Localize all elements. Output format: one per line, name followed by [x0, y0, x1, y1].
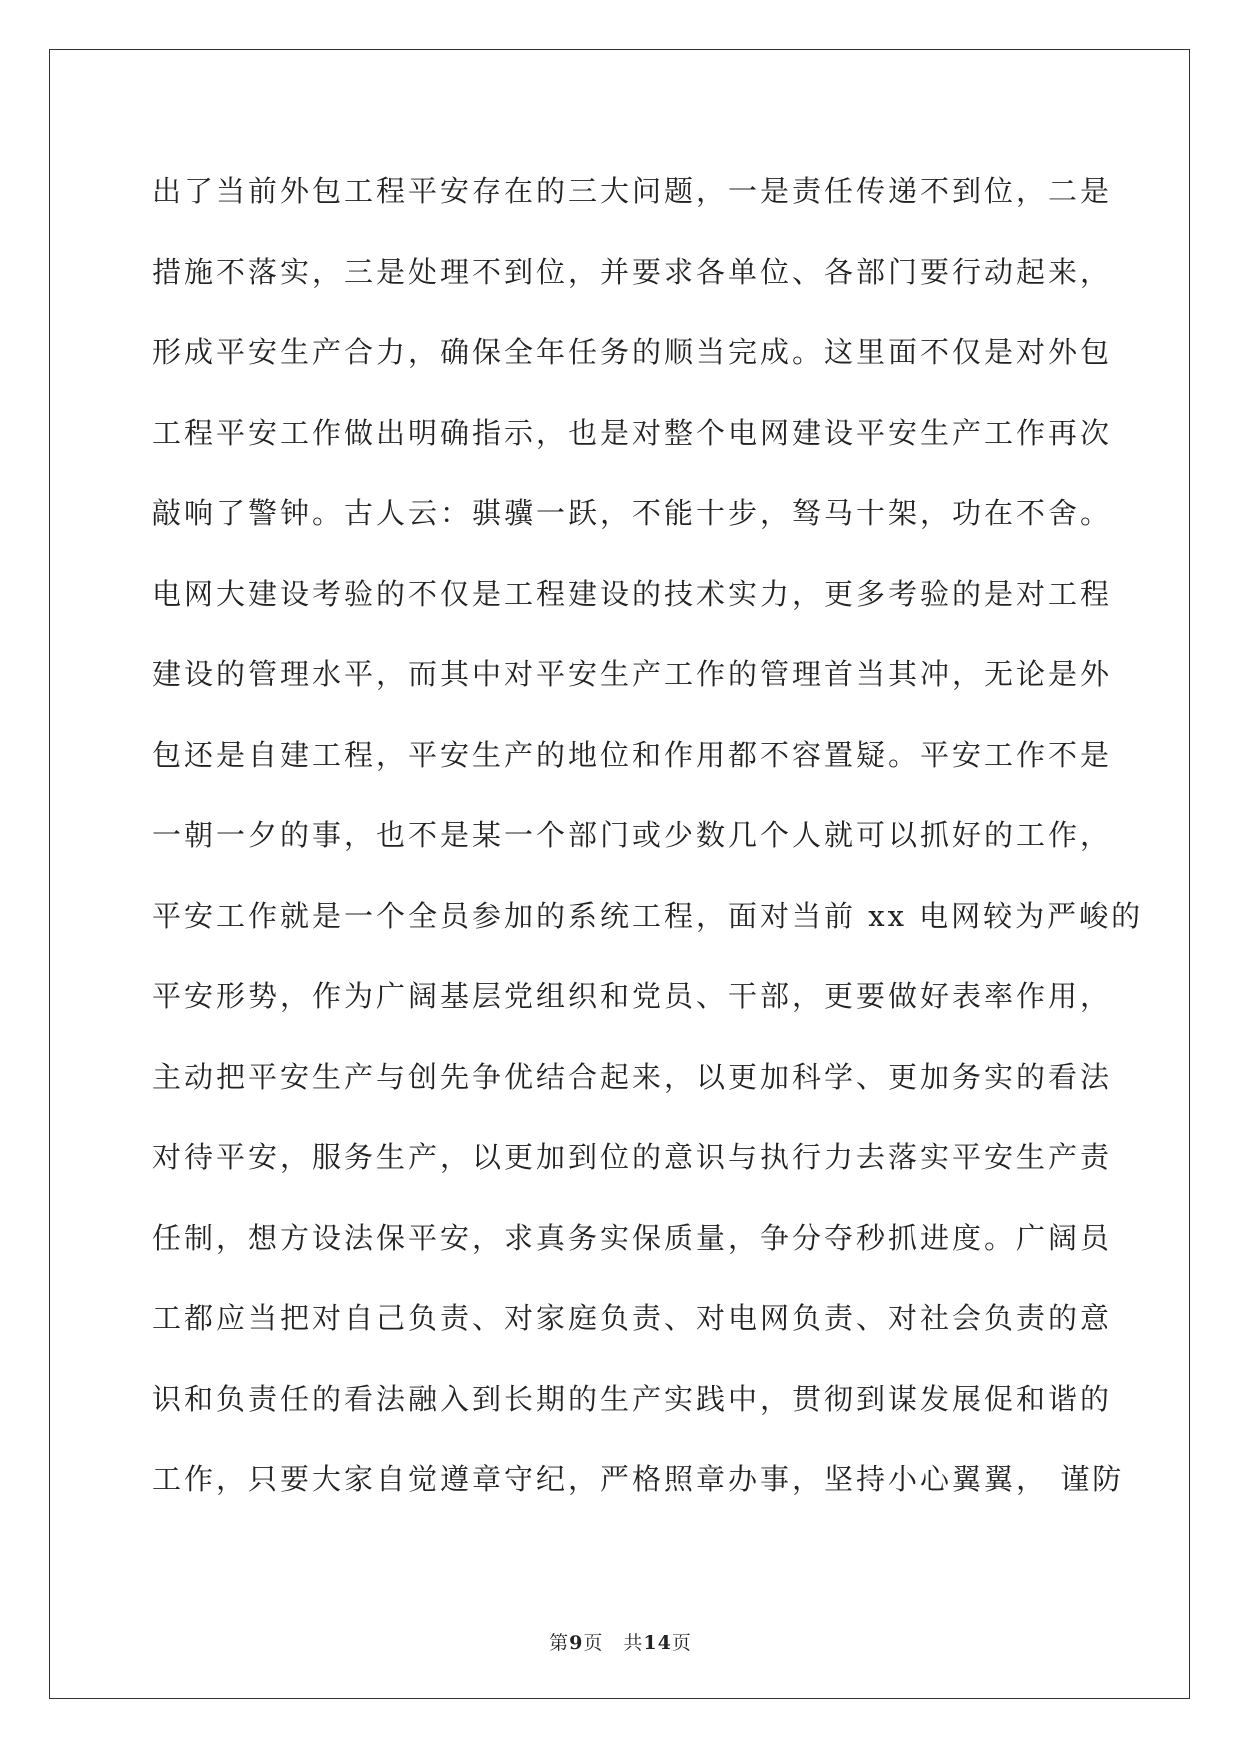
text-line: 一朝一夕的事，也不是某一个部门或少数几个人就可以抓好的工作，: [152, 818, 1113, 852]
text-line: 措施不落实，三是处理不到位，并要求各单位、各部门要行动起来，: [152, 254, 1113, 289]
page-suffix: 页: [583, 1632, 604, 1654]
text-line: 平安形势，作为广阔基层党组织和党员、干部，更要做好表率作用，: [152, 979, 1113, 1013]
text-line: 对待平安，服务生产，以更加到位的意识与执行力去落实平安生产责: [152, 1140, 1113, 1174]
text-line: 识和负责任的看法融入到长期的生产实践中，贯彻到谋发展促和谐的: [152, 1381, 1113, 1416]
text-line: 工程平安工作做出明确指示，也是对整个电网建设平安生产工作再次: [152, 415, 1113, 450]
text-line: 电网大建设考验的不仅是工程建设的技术实力，更多考验的是对工程: [152, 576, 1113, 611]
text-line: 形成平安生产合力，确保全年任务的顺当完成。这里面不仅是对外包: [152, 335, 1113, 369]
body-text: [152, 163, 1144, 1532]
text-line: 出了当前外包工程平安存在的三大问题，一是责任传递不到位，二是: [152, 174, 1113, 208]
text-line: 包还是自建工程，平安生产的地位和作用都不容置疑。平安工作不是: [152, 737, 1113, 772]
text-line: 工作，只要大家自觉遵章守纪，严格照章办事，坚持小心翼翼， 谨防: [152, 1462, 1125, 1496]
total-prefix: 共: [623, 1632, 644, 1654]
total-suffix: 页: [671, 1632, 692, 1654]
page-prefix: 第: [549, 1632, 570, 1654]
text-line: 主动把平安生产与创先争优结合起来，以更加科学、更加务实的看法: [152, 1059, 1113, 1094]
page-number: 9: [569, 1632, 584, 1654]
text-line: 任制，想方设法保平安，求真务实保质量，争分夺秒抓进度。广阔员: [152, 1220, 1113, 1255]
text-line: 敲响了警钟。古人云：骐骥一跃，不能十步，驽马十架，功在不舍。: [152, 496, 1113, 530]
text-line: 平安工作就是一个全员参加的系统工程，面对当前 xx 电网较为严峻的: [152, 898, 1144, 933]
page-footer: [0, 1628, 1241, 1655]
text-line: 建设的管理水平，而其中对平安生产工作的管理首当其冲，无论是外: [152, 657, 1113, 691]
text-line: 工都应当把对自己负责、对家庭负责、对电网负责、对社会负责的意: [152, 1301, 1113, 1335]
total-pages: 14: [643, 1632, 672, 1654]
